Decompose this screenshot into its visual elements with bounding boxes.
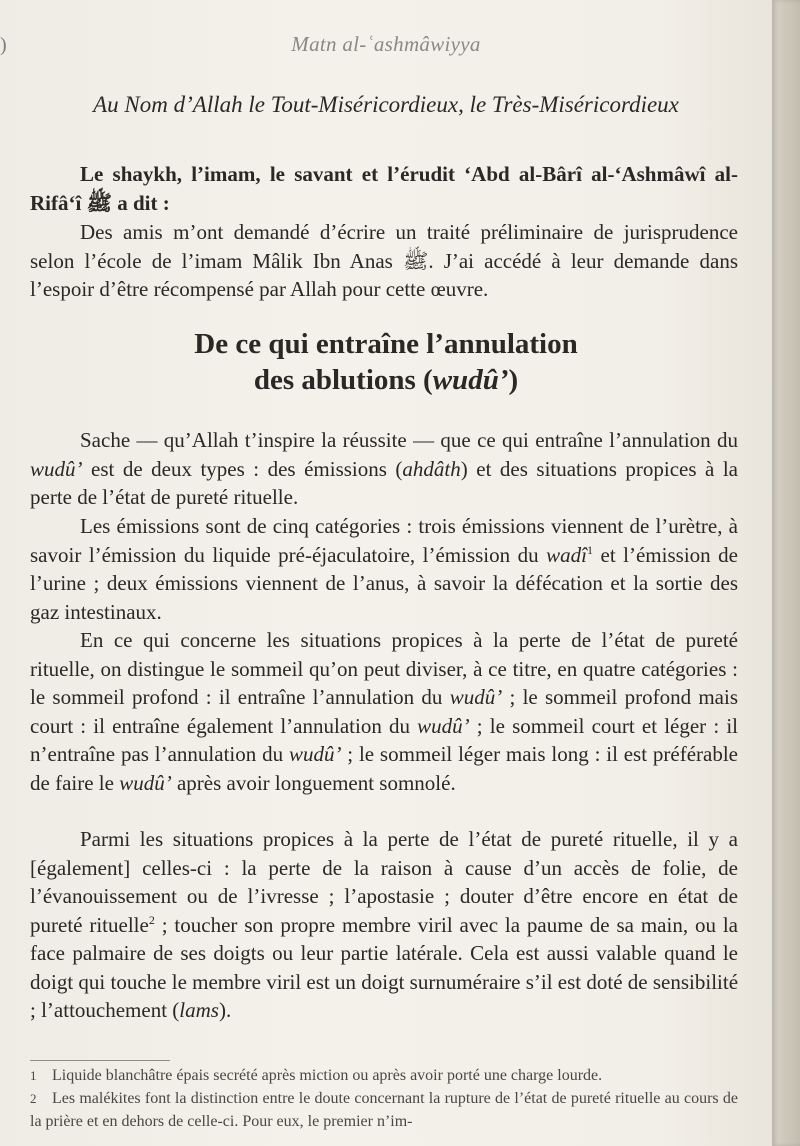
text-run: est de deux types : des émissions ( bbox=[82, 456, 403, 481]
footnotes bbox=[30, 1064, 738, 1133]
text-run: ; toucher son propre membre viril avec la paume de sa main, ou la face palmaire de ses doigts ou leur partie latérale. Cela est aussi valable quand le doigt qui touche le membre viril est un doigt surnuméraire s’il est doté de sensibilité ; l’attouchement ( bbox=[30, 912, 739, 1022]
text-run: ) et des situations propices à la perte de l’état de pureté rituelle. bbox=[30, 456, 738, 509]
heading-line-2-prefix: des ablutions ( bbox=[253, 364, 433, 396]
footnote-2 bbox=[30, 1087, 738, 1133]
text-run: après avoir longuement somnolé. bbox=[171, 770, 456, 795]
footnote-ref-1[interactable]: 1 bbox=[587, 542, 593, 557]
heading-term: wudû’ bbox=[432, 364, 509, 396]
footnote-ref-2[interactable]: 2 bbox=[148, 912, 155, 927]
page-folio: ) bbox=[0, 34, 7, 56]
term-wadi: wadî bbox=[546, 542, 587, 567]
heading-line-2-suffix: ) bbox=[508, 364, 519, 396]
footnote-divider bbox=[30, 1060, 170, 1061]
text-run: et l’émission de l’urine ; deux émissions viennent de l’anus, à savoir la défécation et la sortie des gaz intestinaux. bbox=[30, 542, 738, 624]
paragraph-3 bbox=[30, 626, 738, 797]
page-edge bbox=[772, 0, 800, 1146]
footnote-1 bbox=[30, 1064, 738, 1087]
text-run: Les émissions sont de cinq catégories : trois émissions viennent de l’urètre, à savoir l’émission du liquide pré-éjaculatoire, l’émission du bbox=[30, 514, 738, 567]
text-run: ). bbox=[218, 998, 232, 1022]
intro-text: Des amis m’ont demandé d’écrire un traité préliminaire de jurisprudence selon l’école de l’imam Mâlik Ibn Anas ﷺ. J’ai accédé à leur demande dans l’espoir d’être récompensé par Allah pour cette œuvre. bbox=[30, 220, 738, 301]
text-run: Parmi les situations propices à la perte de l’état de pureté rituelle, il y a [également] celles-ci : la perte de la raison à cause d’un accès de folie, de l’évanouissement ou de l’ivresse ; l’apostasie ; douter d’être encore en état de pureté rituelle bbox=[30, 827, 738, 937]
paragraph-2 bbox=[30, 512, 738, 626]
term-wudu: wudû’ bbox=[288, 742, 342, 766]
term-lams: lams bbox=[179, 998, 219, 1022]
basmala: Au Nom d’Allah le Tout-Miséricordieux, le Très-Miséricordieux bbox=[93, 92, 679, 117]
footnote-number: 1 bbox=[30, 1068, 37, 1083]
term-wudu: wudû’ bbox=[417, 713, 470, 738]
heading-line-1: De ce qui entraîne l’annulation bbox=[194, 328, 578, 360]
text-run: Sache — qu’Allah t’inspire la réussite — que ce qui entraîne l’annulation du bbox=[80, 428, 738, 452]
paragraph-1 bbox=[30, 426, 738, 512]
footnote-text: Les malékites font la distinction entre le doute concernant la rupture de l’état de pureté rituelle au cours de la prière et en dehors de celle-ci. Pour eux, le premier n’im- bbox=[30, 1090, 738, 1130]
footnote-number: 2 bbox=[30, 1091, 37, 1106]
footnote-text: Liquide blanchâtre épais secrété après miction ou après avoir porté une charge lourde. bbox=[52, 1067, 603, 1084]
text-run: ; le sommeil profond mais court : il entraîne également l’annulation du bbox=[30, 685, 738, 738]
term-wudu: wudû’ bbox=[449, 685, 503, 709]
term-wudu: wudû’ bbox=[30, 456, 83, 481]
term-wudu: wudû’ bbox=[119, 770, 172, 795]
term-ahdath: ahdâth bbox=[402, 456, 461, 481]
running-title: Matn al-ʿashmâwiyya bbox=[291, 32, 481, 56]
text-run: En ce qui concerne les situations propices à la perte de l’état de pureté rituelle, on distingue le sommeil qu’on peut diviser, à ce titre, en quatre catégories : le sommeil profond : il entraîne l’annulation du bbox=[30, 628, 738, 709]
section-heading bbox=[0, 326, 772, 398]
text-run: ; le sommeil court et léger : il n’entraîne pas l’annulation du bbox=[30, 713, 738, 766]
paragraph-4 bbox=[30, 825, 738, 1025]
text-run: ; le sommeil léger mais long : il est préférable de faire le bbox=[30, 742, 739, 795]
intro-attribution: Le shaykh, l’imam, le savant et l’érudit ‘Abd al-Bârî al-‘Ashmâwî al-Rifâ‘î ﷺ a dit : bbox=[30, 162, 738, 215]
